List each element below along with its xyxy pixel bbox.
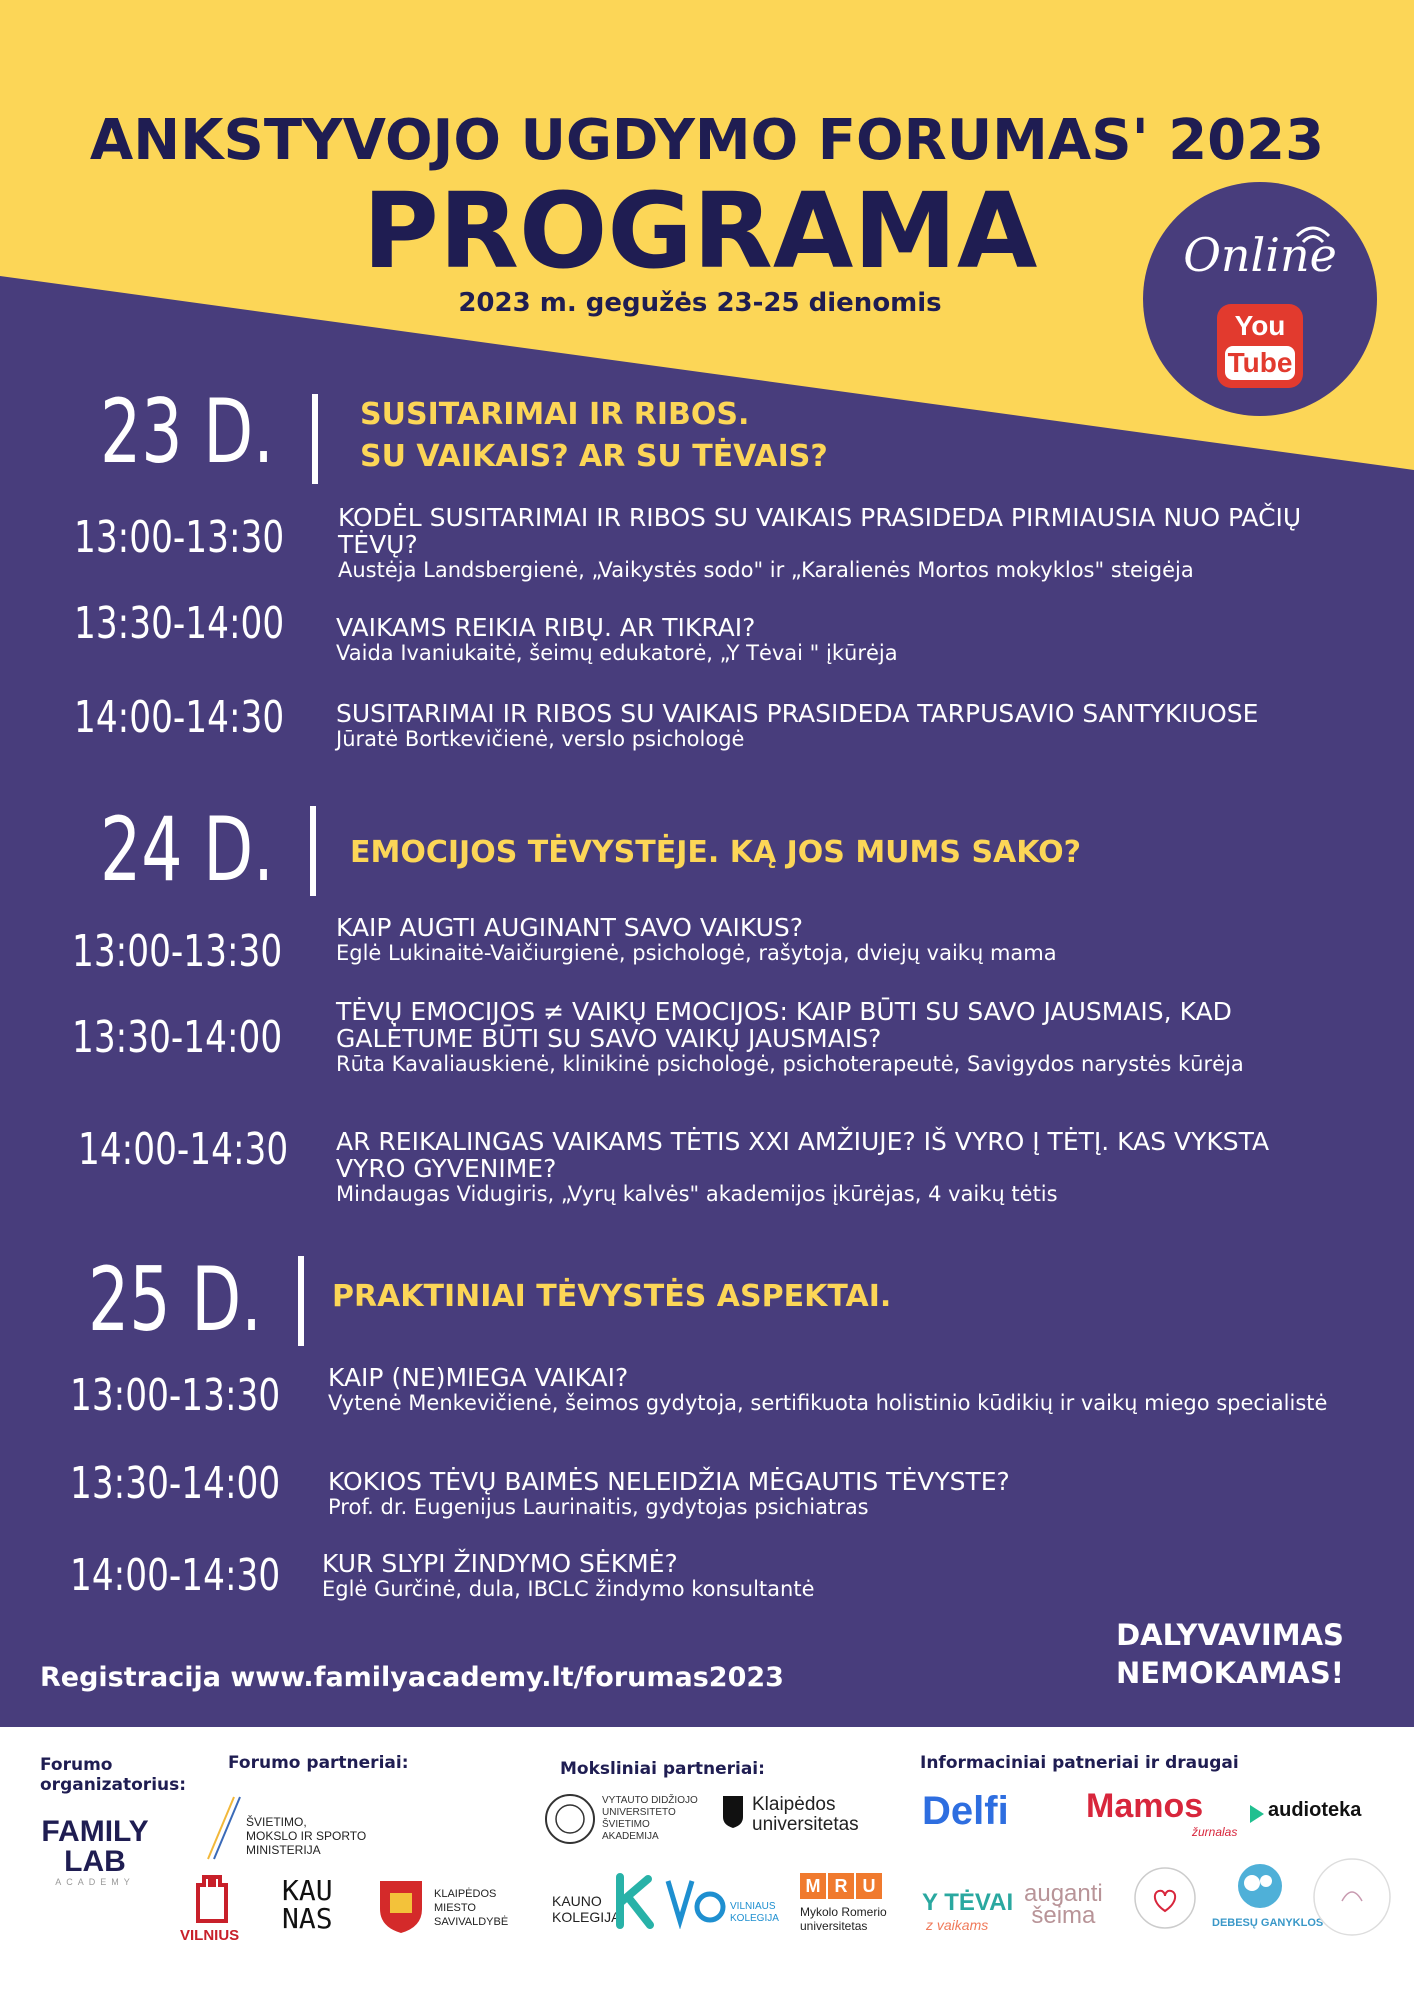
logo-text: VYTAUTO DIDŽIOJO <box>602 1795 698 1806</box>
session <box>328 1468 1388 1520</box>
session-time: 13:00-13:30 <box>70 1370 281 1421</box>
logo-text: KLAIPĖDOS <box>434 1888 497 1900</box>
wifi-icon <box>1293 222 1333 252</box>
logo-text: KOLEGIJA <box>730 1913 779 1924</box>
vilnius-logo: VILNIUS <box>180 1927 240 1944</box>
audioteka-logo: audioteka <box>1268 1799 1362 1821</box>
logo-text: universitetas <box>752 1814 859 1835</box>
logo-text: KAUNO <box>552 1893 602 1909</box>
mru-letter: U <box>856 1873 882 1899</box>
auganti-seima-logo <box>1024 1880 1103 1929</box>
session-speaker: Vytenė Menkevičienė, šeimos gydytoja, sertifikuota holistinio kūdikių ir vaikų miego specialistė <box>328 1391 1328 1415</box>
logo-text: Klaipėdos <box>752 1794 836 1815</box>
mru-letters <box>800 1873 882 1899</box>
logo-text: auganti <box>1024 1880 1103 1907</box>
logo-text: ACADEMY <box>55 1877 135 1887</box>
logo-text: AKADEMIJA <box>602 1831 659 1842</box>
logo-text: MOKSLO IR SPORTO <box>246 1829 367 1843</box>
kaunas-logo: KAU NAS <box>282 1874 333 1935</box>
session-speaker: Prof. dr. Eugenijus Laurinaitis, gydytojas psichiatras <box>328 1495 869 1519</box>
youtube-tube: Tube <box>1225 346 1295 380</box>
kauno-kolegija-logo <box>552 1893 620 1925</box>
session-title: KODĖL SUSITARIMAI IR RIBOS SU VAIKAIS PRASIDEDA PIRMIAUSIA NUO PAČIŲ TĖVŲ? <box>338 503 1302 559</box>
session <box>322 1550 1382 1602</box>
session-title: TĖVŲ EMOCIJOS ≠ VAIKŲ EMOCIJOS: KAIP BŪTI SU SAVO JAUSMAIS, KAD GALĖTUME BŪTI SU SAVO VAIKŲ JAUSMAIS? <box>336 997 1232 1053</box>
session-speaker: Jūratė Bortkevičienė, verslo psichologė <box>336 727 745 751</box>
session <box>336 1128 1396 1207</box>
klaipeda-coat-of-arms-icon <box>376 1879 426 1935</box>
logo-text: ŠVIETIMO, <box>246 1815 307 1829</box>
session <box>328 1364 1388 1416</box>
audioteka-play-icon <box>1248 1803 1266 1825</box>
session <box>338 504 1398 583</box>
session-speaker: Austėja Landsbergienė, „Vaikystės sodo" ir „Karalienės Mortos mokyklos" steigėja <box>338 558 1194 582</box>
logo-text: VILNIAUS <box>730 1901 776 1912</box>
session <box>336 914 1396 966</box>
ku-shield-icon <box>722 1795 744 1829</box>
forum-title: ANKSTYVOJO UGDYMO FORUMAS' 2023 <box>89 108 1325 173</box>
session-time: 13:30-14:00 <box>70 1458 281 1509</box>
mru-letter: M <box>800 1873 826 1899</box>
youtube-you: You <box>1234 310 1286 341</box>
day-topic-line: SUSITARIMAI IR RIBOS. <box>360 397 750 432</box>
vilnius-tower-icon <box>192 1873 232 1923</box>
event-dates: 2023 m. gegužės 23-25 dienomis <box>458 288 942 318</box>
debesu-ganyklos-cloud-icon <box>1230 1861 1290 1911</box>
session-speaker: Mindaugas Vidugiris, „Vyrų kalvės" akademijos įkūrėjas, 4 vaikų tėtis <box>336 1182 1058 1206</box>
session-speaker: Rūta Kavaliauskienė, klinikinė psichologė, psichoterapeutė, Savigydos narystės kūrėja <box>336 1052 1244 1076</box>
day-divider <box>298 1256 304 1346</box>
ytevai-sub: z vaikams <box>926 1917 989 1933</box>
registration-link[interactable]: Registracija www.familyacademy.lt/forumas2023 <box>40 1662 784 1693</box>
mru-letter: R <box>828 1873 854 1899</box>
familylab-logo <box>30 1817 160 1887</box>
logo-text: LAB <box>64 1845 126 1878</box>
online-badge <box>1143 182 1377 416</box>
session <box>336 614 1396 666</box>
logo-text: FAMILY <box>41 1815 149 1848</box>
free-line: NEMOKAMAS! <box>1116 1656 1344 1690</box>
viko-logo <box>730 1901 779 1925</box>
debesu-ganyklos-logo: DEBESŲ GANYKLOS <box>1212 1917 1324 1929</box>
delfi-logo: Delfi <box>922 1789 1009 1833</box>
logo-text: MIESTO <box>434 1902 476 1914</box>
session-time: 13:30-14:00 <box>74 598 285 649</box>
day-label: 24 D. <box>100 798 274 901</box>
partners-label: Forumo partneriai: <box>228 1753 409 1773</box>
day-topic <box>350 832 1081 874</box>
session-time: 14:00-14:30 <box>78 1124 289 1175</box>
organizer-label <box>40 1755 186 1795</box>
session-title: KOKIOS TĖVŲ BAIMĖS NELEIDŽIA MĖGAUTIS TĖVYSTE? <box>328 1467 1010 1496</box>
session-title: KAIP (NE)MIEGA VAIKAI? <box>328 1363 629 1392</box>
session-speaker: Vaida Ivaniukaitė, šeimų edukatorė, „Y Tėvai " įkūrėja <box>336 641 898 665</box>
session-title: KUR SLYPI ŽINDYMO SĖKMĖ? <box>322 1549 678 1578</box>
session-title: VAIKAMS REIKIA RIBŲ. AR TIKRAI? <box>336 613 756 642</box>
day-divider <box>312 394 318 484</box>
logo-text: universitetas <box>800 1919 868 1933</box>
free-line: DALYVAVIMAS <box>1116 1618 1344 1652</box>
session-time: 14:00-14:30 <box>70 1550 281 1601</box>
logo-text: SAVIVALDYBĖ <box>434 1916 509 1928</box>
session-speaker: Eglė Gurčinė, dula, IBCLC žindymo konsultantė <box>322 1577 815 1601</box>
science-partners-label: Moksliniai partneriai: <box>560 1759 765 1779</box>
mamos-sub: žurnalas <box>1192 1825 1238 1839</box>
label-line: Forumo <box>40 1755 113 1775</box>
viko-logo-icon <box>664 1875 726 1929</box>
mru-logo <box>800 1905 887 1933</box>
session-time: 14:00-14:30 <box>74 692 285 743</box>
free-participation-note <box>1070 1616 1390 1692</box>
logo-text: ŠVIETIMO <box>602 1819 650 1830</box>
mamos-logo: Mamos <box>1086 1787 1204 1825</box>
logo-text: Mykolo Romerio <box>800 1905 887 1919</box>
session-title: AR REIKALINGAS VAIKAMS TĖTIS XXI AMŽIUJE? IŠ VYRO Į TĖTĮ. KAS VYKSTA VYRO GYVENIME? <box>336 1127 1270 1183</box>
ministry-logo <box>246 1815 366 1857</box>
logo-text: KOLEGIJA <box>552 1909 621 1925</box>
logo-text: šeima <box>1031 1902 1096 1929</box>
kauno-kolegija-k-icon <box>614 1873 654 1929</box>
day-topic <box>360 394 828 478</box>
session-time: 13:00-13:30 <box>72 926 283 977</box>
day-topic <box>332 1276 891 1318</box>
mamos-centras-logo-icon <box>1312 1857 1392 1937</box>
label-line: organizatorius: <box>40 1775 187 1795</box>
day-label: 23 D. <box>100 380 274 483</box>
ministry-emblem-icon <box>204 1793 244 1863</box>
day-divider <box>310 806 316 896</box>
info-partners-label: Informaciniai patneriai ir draugai <box>920 1753 1239 1773</box>
logo-text: MINISTERIJA <box>246 1843 321 1857</box>
klaipeda-city-logo <box>434 1887 508 1929</box>
day-topic-line: EMOCIJOS TĖVYSTĖJE. KĄ JOS MUMS SAKO? <box>350 835 1082 870</box>
ku-logo <box>752 1795 859 1835</box>
day-topic-line: SU VAIKAIS? AR SU TĖVAIS? <box>360 439 828 474</box>
session <box>336 700 1396 752</box>
day-label: 25 D. <box>88 1248 262 1351</box>
day-topic-line: PRAKTINIAI TĖVYSTĖS ASPEKTAI. <box>332 1279 892 1314</box>
session-speaker: Eglė Lukinaitė-Vaičiurgienė, psichologė, rašytoja, dviejų vaikų mama <box>336 941 1057 965</box>
session-title: KAIP AUGTI AUGINANT SAVO VAIKUS? <box>336 913 804 942</box>
session-time: 13:30-14:00 <box>72 1012 283 1063</box>
program-heading: PROGRAMA <box>362 170 1038 292</box>
online-label: Online <box>1183 228 1337 282</box>
youtube-icon <box>1217 304 1303 388</box>
session <box>336 998 1396 1077</box>
ytevai-logo: Y TĖVAI <box>922 1889 1014 1916</box>
session-title: SUSITARIMAI IR RIBOS SU VAIKAIS PRASIDEDA TARPUSAVIO SANTYKIUOSE <box>336 699 1259 728</box>
mamu-rupi-heart-icon <box>1132 1865 1198 1931</box>
logo-text: UNIVERSITETO <box>602 1807 676 1818</box>
partners-footer <box>0 1727 1414 2000</box>
vdu-logo <box>602 1795 698 1843</box>
session-time: 13:00-13:30 <box>74 512 285 563</box>
vdu-seal-icon <box>544 1793 596 1845</box>
